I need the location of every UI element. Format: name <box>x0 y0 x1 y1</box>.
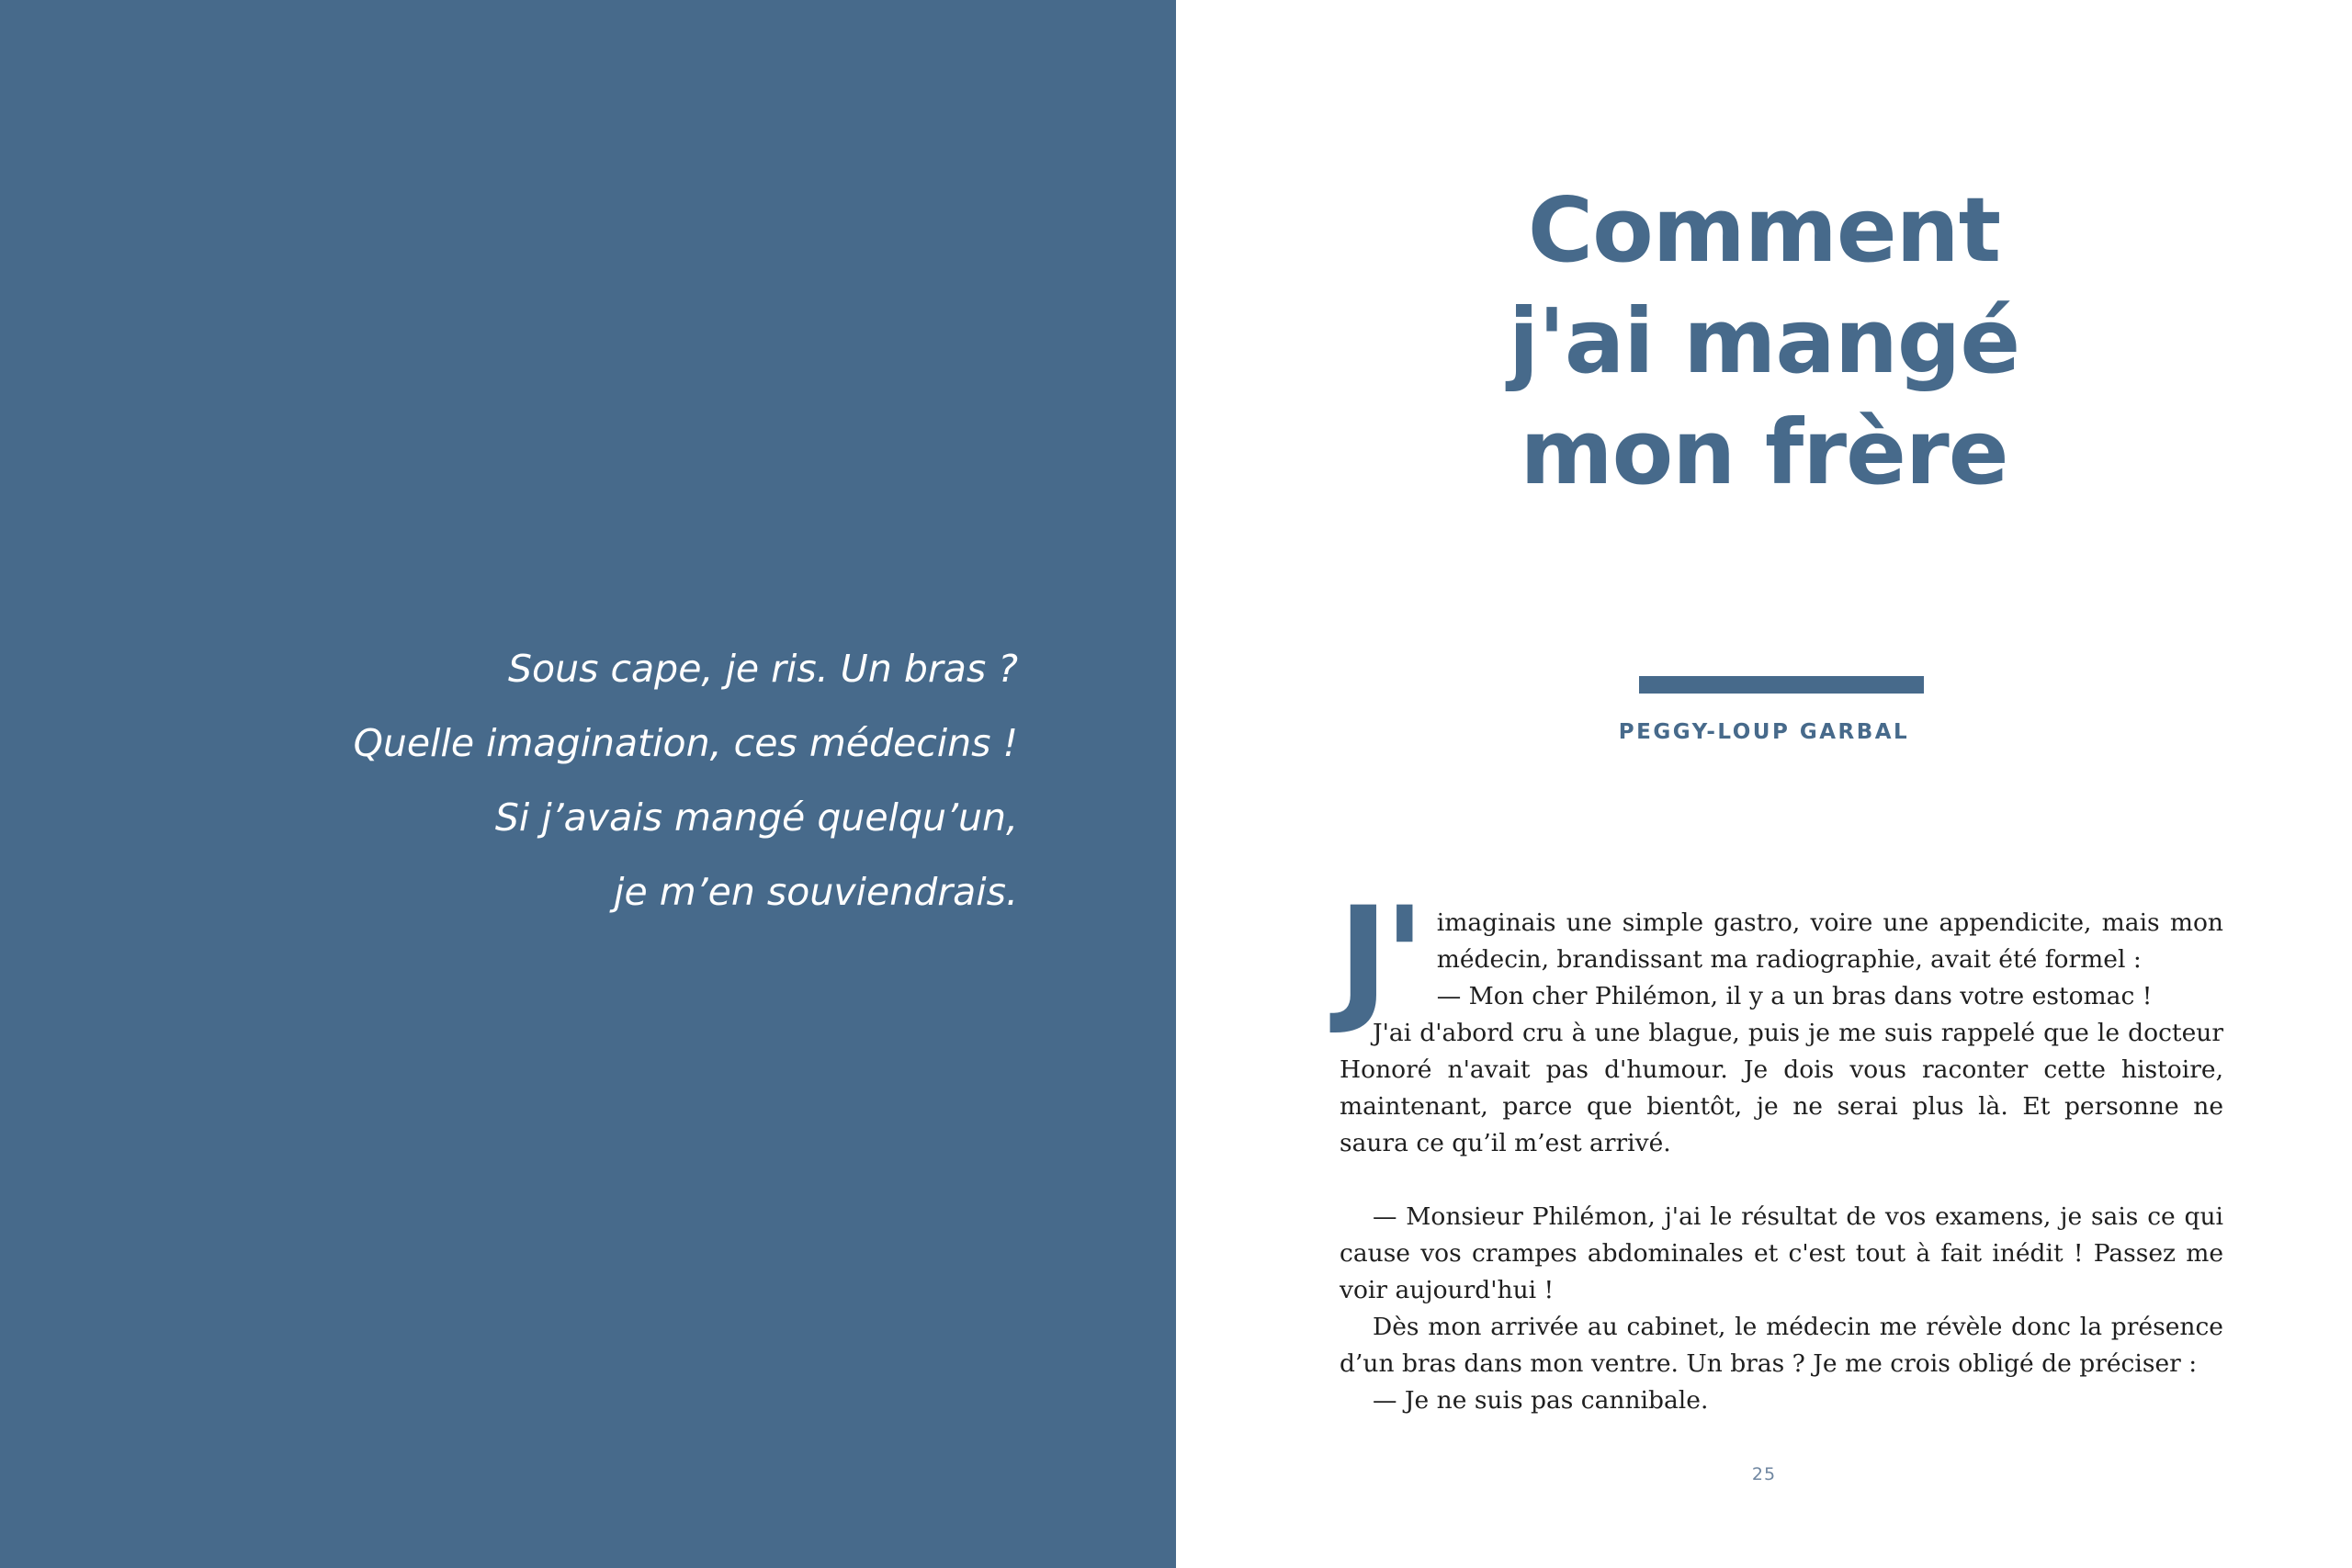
title-divider <box>1639 676 1924 694</box>
pull-quote <box>118 632 1018 930</box>
chapter-title <box>1176 175 2352 508</box>
title-line: j'ai mangé <box>1508 289 2020 393</box>
right-page <box>1176 0 2352 1568</box>
paragraph: — Mon cher Philémon, il y a un bras dans votre estomac ! <box>1436 982 2153 1010</box>
quote-line: Quelle imagination, ces médecins ! <box>353 721 1018 765</box>
title-line: mon frère <box>1520 400 2008 504</box>
drop-cap: J' <box>1338 878 1420 1038</box>
author-name: PEGGY-LOUP GARBAL <box>1618 720 1910 744</box>
paragraph: imaginais une simple gastro, voire une appendicite, mais mon médecin, brandissant ma radiographie, avait été formel : <box>1436 908 2223 974</box>
quote-line: Si j’avais mangé quelqu’un, <box>494 795 1018 840</box>
paragraph: — Monsieur Philémon, j'ai le résultat de vos examens, je sais ce qui cause vos crampes abdominales et c'est tout à fait inédit ! Passez me voir aujourd'hui ! <box>1340 1202 2223 1304</box>
quote-line: Sous cape, je ris. Un bras ? <box>508 647 1018 691</box>
paragraph: Dès mon arrivée au cabinet, le médecin me révèle donc la présence d’un bras dans mon ventre. Un bras ? Je me crois obligé de préciser : <box>1340 1313 2223 1378</box>
paragraph: J'ai d'abord cru à une blague, puis je me suis rappelé que le docteur Honoré n'avait pas d'humour. Je dois vous raconter cette histoire, maintenant, parce que bientôt, je ne serai plus là. Et personne ne saura ce qu’il m’est arrivé. <box>1340 1019 2223 1157</box>
body-text <box>1338 878 2223 1419</box>
title-line: Comment <box>1527 178 2001 282</box>
quote-line: je m’en souviendrais. <box>614 870 1018 914</box>
paragraph: — Je ne suis pas cannibale. <box>1373 1386 1709 1415</box>
page-number: 25 <box>1751 1464 1777 1484</box>
